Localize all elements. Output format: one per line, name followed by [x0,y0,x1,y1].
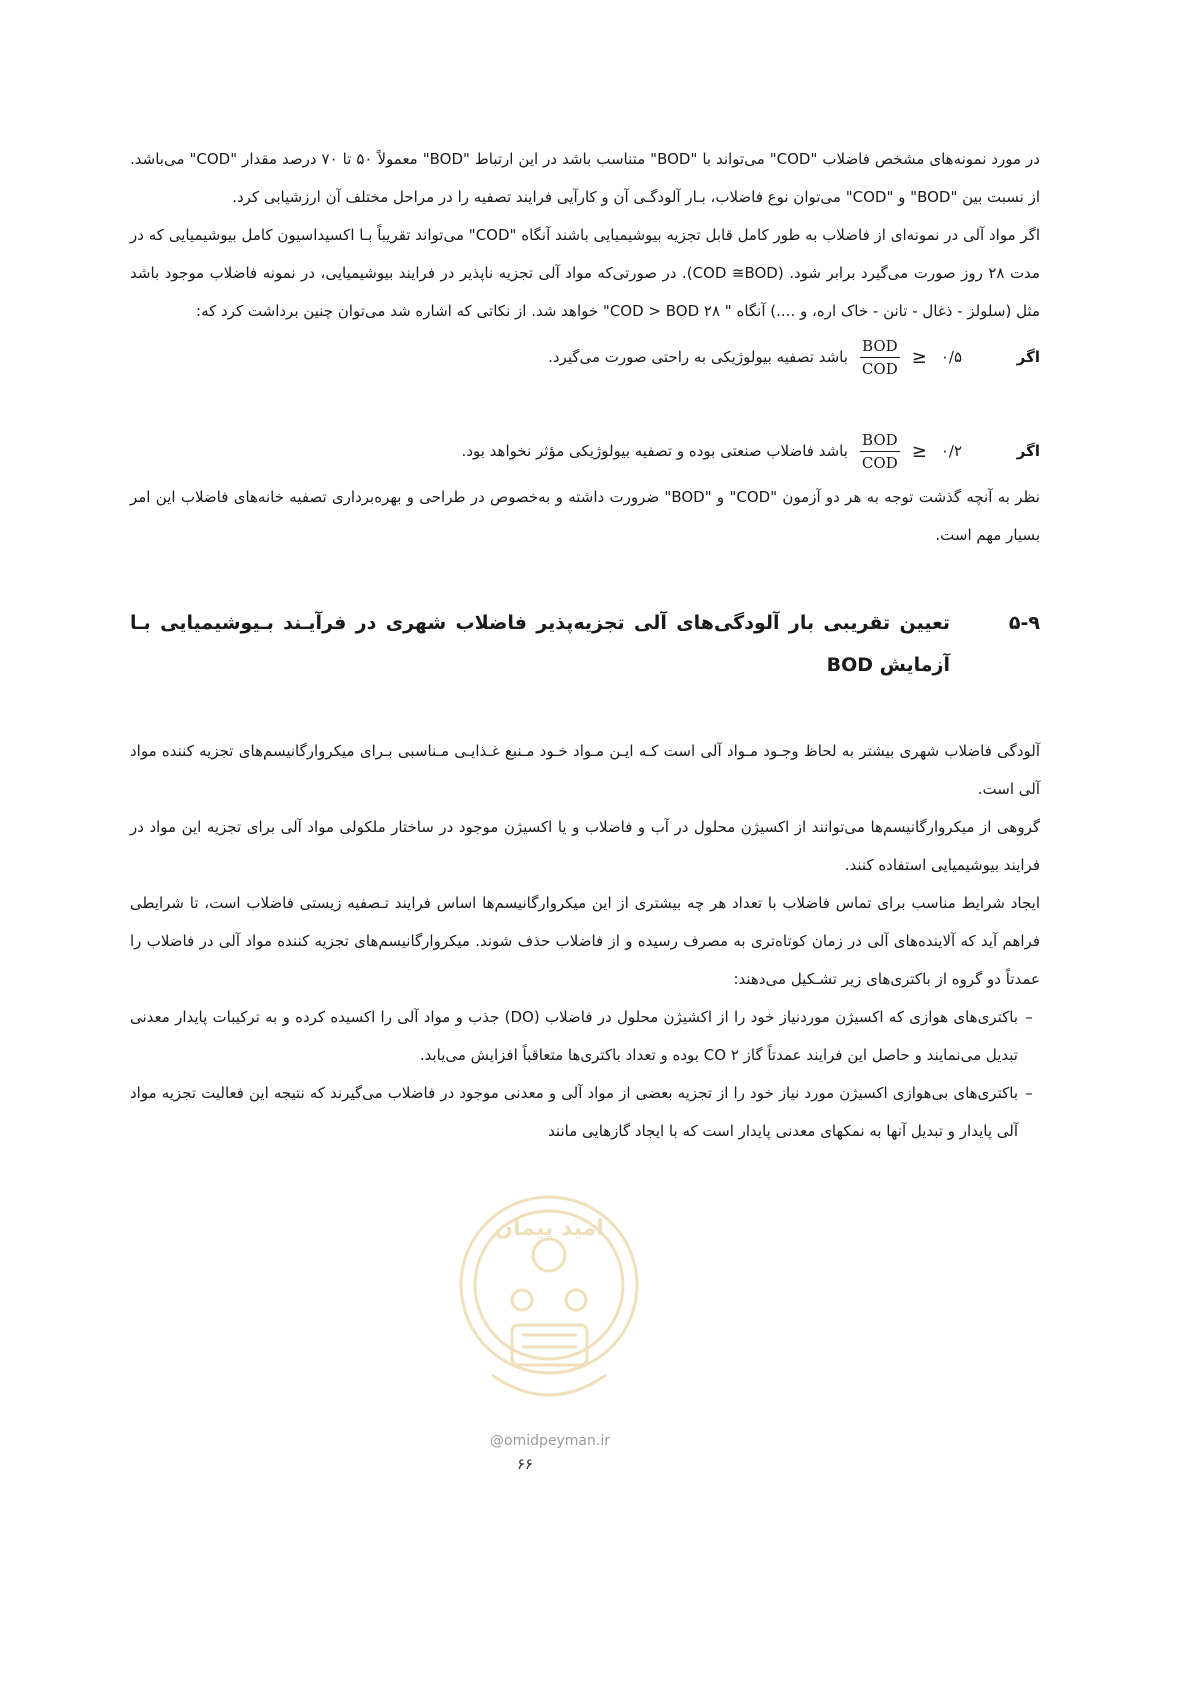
formula-threshold: ۰/۵ [940,348,962,366]
formula-operator: ≤ [911,440,927,462]
watermark-url: @omidpeyman.ir [490,1433,610,1449]
formula-if-label: اگر [1016,348,1040,366]
watermark-text: امید پیمان [494,1216,604,1241]
paragraph-summary: نظر به آنچه گذشت توجه به هر دو آزمون "COD" و "BOD" ضرورت داشته و به‌خصوص در طراحی و بهره‌برداری تصفیه خانه‌های فاضلاب این امر بسیار مهم است. [130,488,1040,544]
formula-conclusion: باشد فاضلاب صنعتی بوده و تصفیه بیولوژیکی مؤثر نخواهد بود. [461,442,848,460]
formula-fraction [860,335,900,380]
bullet-text: باکتری‌های بی‌هوازی اکسیژن مورد نیاز خود را از تجزیه بعضی از مواد آلی و معدنی موجود در فاضلاب می‌گیرند که نتیجه این فعالیت تجزیه مواد آلی پایدار و تبدیل آنها به نمکهای معدنی پایدار است که با ایجاد گازهایی مانند [130,1084,1018,1140]
bullet-dash: – [1025,1084,1033,1102]
watermark-logo [452,1175,647,1425]
paragraph-complete-oxidation: اگر مواد آلی در نمونه‌ای از فاضلاب به طور کامل قابل تجزیه بیوشیمیایی باشند آنگاه "COD" می‌تواند تقریباً بـا اکسیداسیون کامل بیوشیمیایی که در مدت ۲۸ روز صورت می‌گیرد برابر شود. (COD ≅BOD). در صورتی‌که مواد آلی تجزیه ناپذیر در فرایند بیوشیمیایی، در نمونه فاضلاب موجود باشد مثل (سلولز - ذغال - تانن - خاک اره، و ....) آنگاه " COD > BOD ۲۸" خواهد شد. از نکاتی که اشاره شد می‌توان چنین برداشت کرد که: [130,226,1040,320]
formula-operator: ≤ [911,346,927,368]
section-number: ۵-۹ [1008,612,1040,634]
spacer [130,384,1040,424]
bullet-text: باکتری‌های هوازی که اکسیژن موردنیاز خود را از اکشیژن محلول در فاضلاب (DO) جذب و مواد آلی را اکسیده کرده و به ترکیبات پایدار معدنی تبدیل می‌نمایند و حاصل این فرایند عمدتاً گاز CO ۲ بوده و تعداد باکتری‌ها متعاقباً افزایش می‌یابد. [130,1008,1019,1064]
bullet-dash: – [1025,1008,1033,1026]
formula-ratio-02 [130,424,1040,478]
fraction-denominator: COD [861,453,898,472]
page-content [130,140,1040,1150]
fraction-denominator: COD [861,359,898,378]
fraction-numerator: BOD [860,335,900,358]
paragraph-treatment-conditions: ایجاد شرایط مناسب برای تماس فاضلاب با تعداد هر چه بیشتری از این میکروارگانیسم‌ها اساس فرایند تـصفیه زیستی فاضلاب است، تا شرایطی فراهم آید که آلاینده‌های آلی در زمان کوتاه‌تری به مصرف رسیده و از فاضلاب حذف شوند. میکروارگانیسم‌های تجزیه کننده مواد آلی در فاضلاب را عمدتاً دو گروه از باکتری‌های زیر تشـکیل می‌دهند: [130,894,1040,988]
paragraph-bod-cod-ratio: در مورد نمونه‌های مشخص فاضلاب "COD" می‌تواند با "BOD" متناسب باشد در این ارتباط "BOD" معمولاً ۵۰ تا ۷۰ درصد مقدار "COD" می‌باشد. از نسبت بین "BOD" و "COD" می‌توان نوع فاضلاب، بـار آلودگـی آن و کارآیی فرایند تصفیه را در مراحل مختلف آن ارزشیابی کرد. [130,150,1040,206]
section-heading [130,602,1040,686]
formula-conclusion: باشد تصفیه بیولوژیکی به راحتی صورت می‌گیرد. [548,348,848,366]
formula-threshold: ۰/۲ [940,442,962,460]
paragraph-urban-pollution: آلودگی فاضلاب شهری بیشتر به لحاظ وجـود مـواد آلی است کـه ایـن مـواد خـود مـنبع غـذایـی مـناسبی بـرای میکروارگانیسم‌های تجزیه کننده مواد آلی است. [130,742,1040,798]
list-item-aerobic [130,998,1040,1074]
list-item-anaerobic [130,1074,1040,1150]
fraction-numerator: BOD [860,429,900,452]
page-number: ۶۶ [516,1455,534,1473]
formula-ratio-05 [130,330,1040,384]
formula-if-label: اگر [1016,442,1040,460]
paragraph-microorganisms: گروهی از میکروارگانیسم‌ها می‌توانند از اکسیژن محلول در آب و فاضلاب و یا اکسیژن موجود در ساختار ملکولی مواد آلی برای تجزیه این مواد در فرایند بیوشیمیایی استفاده کنند. [130,818,1040,874]
section-title: تعیین تقریبی بار آلودگی‌های آلی تجزیه‌پذیر فاضلاب شهری در فرآیـند بـیوشیمیایی بـا آزمایش BOD [130,612,950,676]
formula-fraction [860,429,900,474]
